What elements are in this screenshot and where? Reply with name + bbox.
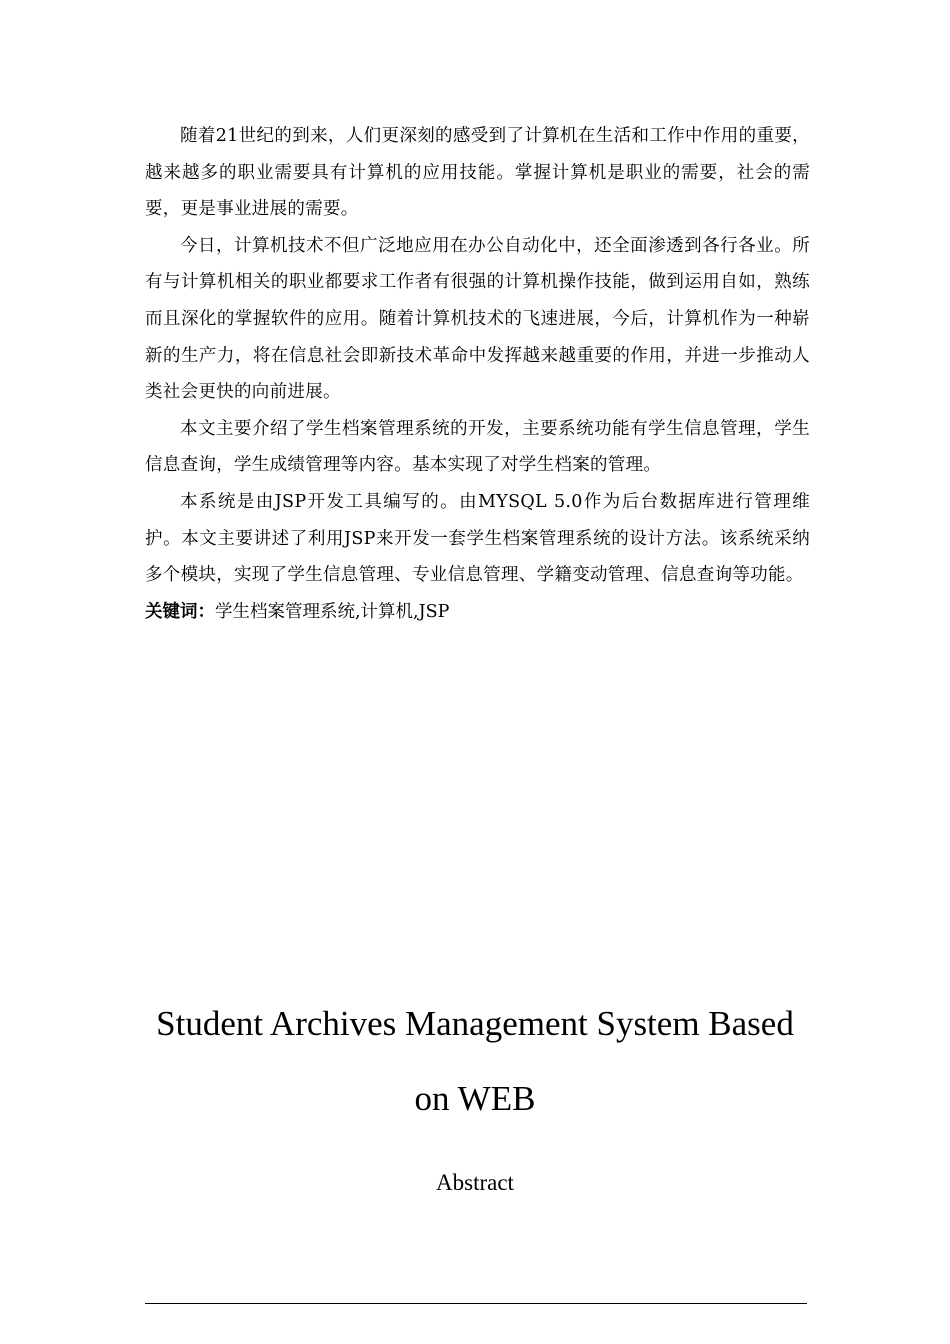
abstract-paragraph-4: 本系统是由JSP开发工具编写的。由MYSQL 5.0作为后台数据库进行管理维护。本文主要讲述了利用JSP来开发一套学生档案管理系统的设计方法。该系统采纳多个模块，实现了学生信息管理、专业信息管理、学籍变动管理、信息查询等功能。 [145, 491, 810, 586]
abstract-paragraph-3: 本文主要介绍了学生档案管理系统的开发，主要系统功能有学生信息管理，学生信息查询，学生成绩管理等内容。基本实现了对学生档案的管理。 [145, 418, 810, 476]
english-title-line-1: Student Archives Management System Based [156, 1004, 794, 1043]
keywords-line [145, 594, 810, 631]
keywords-value: 学生档案管理系统,计算机,JSP [215, 601, 450, 622]
abstract-paragraph-2: 今日，计算机技术不但广泛地应用在办公自动化中，还全面渗透到各行各业。所有与计算机相关的职业都要求工作者有很强的计算机操作技能，做到运用自如，熟练而且深化的掌握软件的应用。随着计算机技术的飞速进展，今后，计算机作为一种崭新的生产力，将在信息社会即新技术革命中发挥越来越重要的作用，并进一步推动人类社会更快的向前进展。 [145, 235, 810, 403]
abstract-paragraph-1: 随着21世纪的到来，人们更深刻的感受到了计算机在生活和工作中作用的重要，越来越多的职业需要具有计算机的应用技能。掌握计算机是职业的需要，社会的需要，更是事业进展的需要。 [145, 126, 810, 220]
chinese-abstract [145, 118, 810, 630]
english-title [100, 986, 850, 1136]
english-abstract-heading: Abstract [436, 1170, 514, 1195]
footer-divider [145, 1303, 807, 1304]
keywords-label: 关键词： [145, 601, 215, 622]
english-title-line-2: on WEB [414, 1079, 536, 1118]
